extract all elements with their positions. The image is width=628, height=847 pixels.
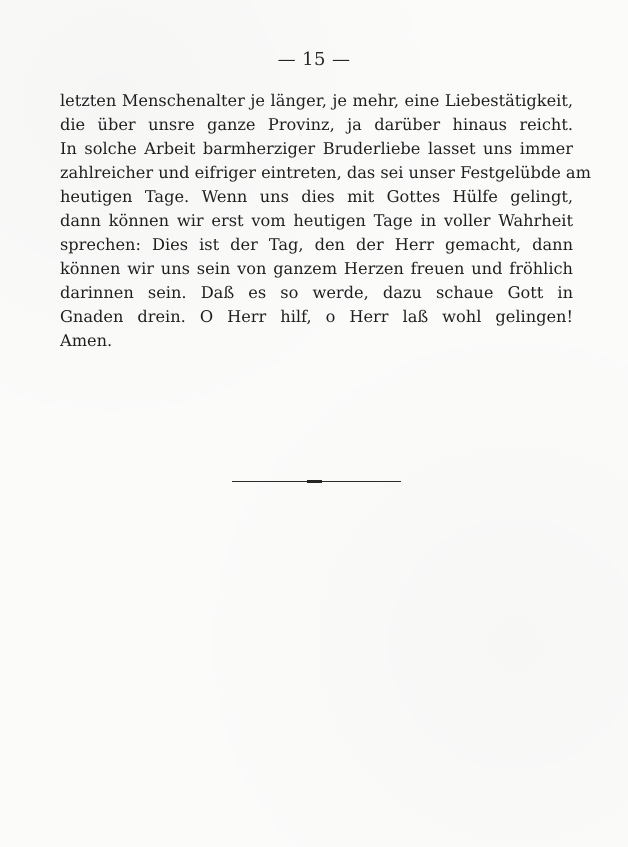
text-line: letzten Menschenalter je länger, je mehr, eine Liebestätigkeit, [60, 91, 573, 110]
text-line: Amen. [60, 331, 113, 350]
text-line: zahlreicher und eifriger eintreten, das sei unser Festgelübde am [60, 163, 591, 182]
section-divider [232, 479, 401, 485]
text-line: Gnaden drein. O Herr hilf, o Herr laß wohl gelingen! [60, 307, 573, 326]
page-number: — 15 — [277, 49, 351, 70]
text-line: In solche Arbeit barmherziger Bruderliebe lasset uns immer [60, 139, 573, 158]
text-line: dann können wir erst vom heutigen Tage in voller Wahrheit [60, 211, 573, 230]
text-line: die über unsre ganze Provinz, ja darüber hinaus reicht. [60, 115, 573, 134]
text-line: heutigen Tage. Wenn uns dies mit Gottes Hülfe gelingt, [60, 187, 573, 206]
text-line: sprechen: Dies ist der Tag, den der Herr gemacht, dann [60, 235, 573, 254]
text-line: können wir uns sein von ganzem Herzen freuen und fröhlich [60, 259, 573, 278]
text-line: darinnen sein. Daß es so werde, dazu schaue Gott in [60, 283, 573, 302]
divider-ornament [307, 480, 322, 483]
